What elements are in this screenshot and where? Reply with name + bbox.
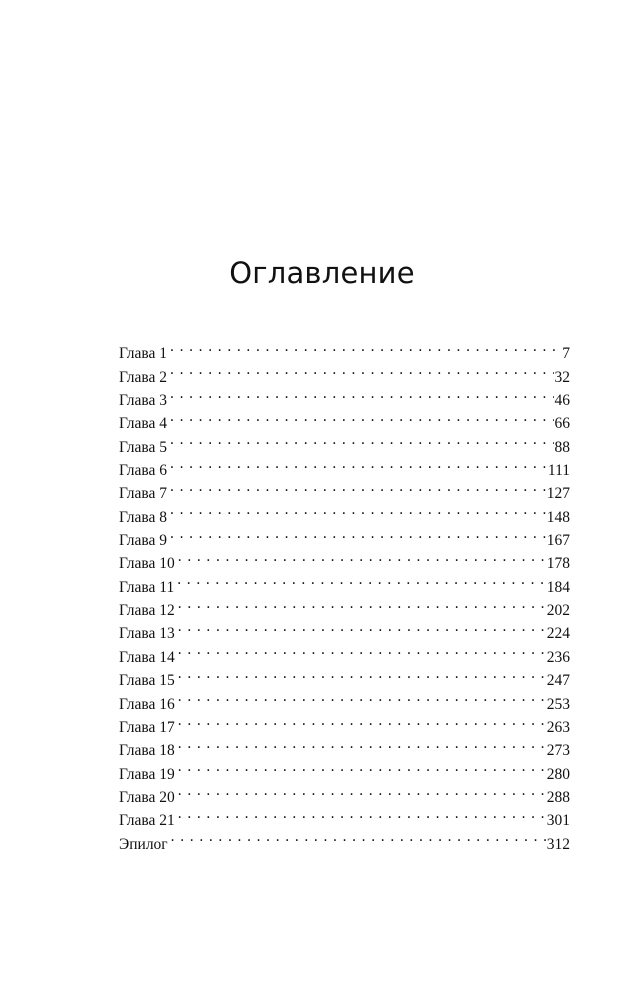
toc-entry-label: Глава 19 (119, 765, 175, 779)
toc-entry-label: Глава 3 (119, 392, 168, 406)
toc-dot-leader (170, 498, 546, 521)
toc-entry-page: 202 (546, 599, 570, 615)
toc-dot-leader (170, 522, 546, 545)
toc-entry (119, 522, 570, 545)
toc-dot-leader (178, 755, 546, 778)
toc-dot-leader (178, 592, 546, 615)
toc-entry-page: 167 (546, 529, 570, 545)
toc-entry-page: 312 (546, 833, 570, 849)
toc-dot-leader (170, 382, 553, 405)
toc-entry (119, 685, 570, 708)
toc-entry-label: Глава 7 (119, 485, 168, 499)
toc-entry-page: 127 (546, 482, 570, 498)
toc-entry-page: 178 (546, 552, 570, 568)
toc-entry (119, 779, 570, 802)
toc-entry-label: Глава 1 (119, 345, 168, 359)
toc-entry (119, 335, 570, 358)
toc-entry-label: Глава 11 (119, 578, 175, 592)
toc-dot-leader (170, 405, 553, 428)
toc-entry (119, 592, 570, 615)
toc-entry-page: 7 (561, 342, 570, 358)
toc-entry (119, 615, 570, 638)
toc-entry (119, 382, 570, 405)
toc-dot-leader (170, 358, 553, 381)
toc-entry-label: Глава 2 (119, 368, 168, 382)
toc-entry-page: 253 (546, 693, 570, 709)
toc-entry-page: 66 (554, 412, 571, 428)
toc-entry-label: Глава 17 (119, 718, 175, 732)
toc-dot-leader (170, 428, 553, 451)
toc-entry (119, 358, 570, 381)
toc-entry-page: 111 (547, 459, 570, 475)
toc-entry-label: Глава 4 (119, 415, 168, 429)
toc-dot-leader (171, 825, 546, 848)
toc-entry-page: 288 (546, 786, 570, 802)
toc-entry-label: Глава 15 (119, 672, 175, 686)
toc-entry-label: Глава 10 (119, 555, 175, 569)
toc-entry (119, 662, 570, 685)
toc-entry (119, 545, 570, 568)
toc-dot-leader (178, 545, 546, 568)
toc-entry-label: Эпилог (119, 835, 168, 849)
toc-entry (119, 475, 570, 498)
toc-entry-page: 224 (546, 622, 570, 638)
toc-entry (119, 428, 570, 451)
toc-entry-page: 247 (546, 669, 570, 685)
toc-entry-page: 236 (546, 646, 570, 662)
toc-entry-label: Глава 6 (119, 462, 168, 476)
toc-entry-page: 46 (554, 389, 571, 405)
toc-entry-label: Глава 9 (119, 532, 168, 546)
toc-dot-leader (178, 732, 546, 755)
toc-dot-leader (178, 779, 546, 802)
toc-entry-label: Глава 14 (119, 648, 175, 662)
toc-dot-leader (178, 709, 546, 732)
toc-entry-page: 184 (546, 576, 570, 592)
toc-entry (119, 755, 570, 778)
toc-entry (119, 498, 570, 521)
toc-entry-page: 301 (546, 809, 570, 825)
toc-entry (119, 732, 570, 755)
toc-entry-page: 148 (546, 506, 570, 522)
page-title: Оглавление (229, 256, 415, 290)
table-of-contents (119, 335, 570, 849)
toc-entry-label: Глава 21 (119, 812, 175, 826)
toc-entry-label: Глава 5 (119, 438, 168, 452)
toc-dot-leader (178, 662, 546, 685)
toc-entry-page: 88 (554, 436, 571, 452)
toc-dot-leader (170, 335, 561, 358)
toc-entry (119, 405, 570, 428)
toc-dot-leader (170, 475, 546, 498)
toc-dot-leader (178, 685, 546, 708)
toc-entry-label: Глава 18 (119, 742, 175, 756)
toc-dot-leader (177, 568, 546, 591)
toc-entry-page: 263 (546, 716, 570, 732)
toc-entry-label: Глава 13 (119, 625, 175, 639)
toc-entry (119, 568, 570, 591)
toc-entry (119, 452, 570, 475)
toc-entry (119, 638, 570, 661)
toc-entry (119, 802, 570, 825)
toc-entry-page: 280 (546, 763, 570, 779)
toc-entry-page: 273 (546, 739, 570, 755)
toc-entry-label: Глава 12 (119, 602, 175, 616)
toc-dot-leader (178, 615, 546, 638)
toc-entry-label: Глава 20 (119, 788, 175, 802)
toc-entry-label: Глава 8 (119, 508, 168, 522)
toc-entry-page: 32 (554, 366, 571, 382)
toc-entry-label: Глава 16 (119, 695, 175, 709)
toc-dot-leader (178, 638, 546, 661)
toc-entry (119, 825, 570, 848)
toc-dot-leader (178, 802, 546, 825)
toc-dot-leader (170, 452, 547, 475)
toc-entry (119, 709, 570, 732)
